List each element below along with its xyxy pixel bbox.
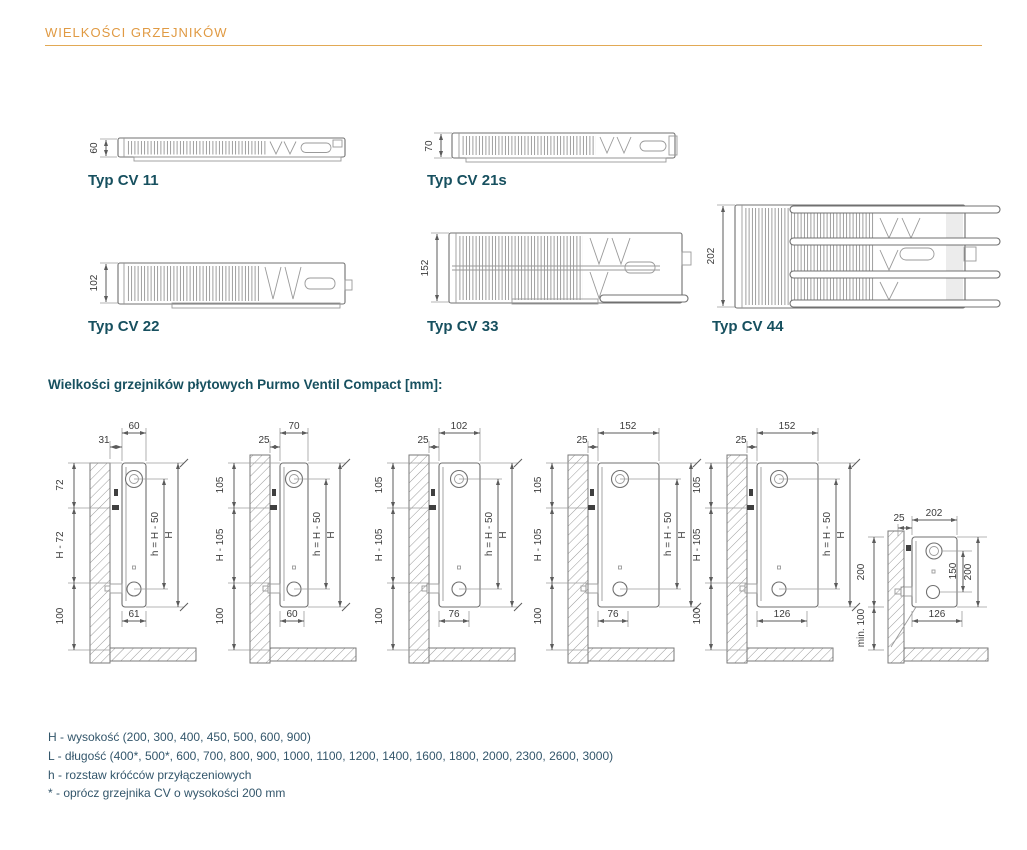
sv4-depth: 152: [619, 421, 637, 432]
sv1-wall-offset: 31: [98, 435, 110, 446]
label-typ-cv22: Typ CV 22: [88, 318, 160, 335]
legend-line-pipe-spacing: h - rozstaw króćców przyłączeniowych: [48, 767, 252, 782]
side-view-cv11: [55, 421, 196, 663]
sv5-dim-top: 105: [692, 476, 703, 494]
corner-wall-offset-dim: 25: [893, 513, 905, 524]
top-view-cv22: [89, 263, 352, 308]
sv1-dim-middle: H - 72: [55, 531, 66, 559]
sv2-wall-offset: 25: [258, 435, 270, 446]
sv1-dim-top: 72: [55, 479, 66, 491]
top-view-cv11: [89, 138, 345, 161]
sv1-dim-bottom: 100: [55, 607, 66, 625]
sv3-bottom-width: 76: [448, 609, 460, 620]
legend-line-height: H - wysokość (200, 300, 400, 450, 500, 600, 900): [48, 730, 311, 744]
sv5-dim-bottom: 100: [692, 607, 703, 625]
corner-bottom-width-dim: 126: [928, 609, 946, 620]
side-view-cv22: [374, 421, 522, 663]
legend: [48, 728, 613, 803]
top-view-cv21s: [424, 133, 677, 162]
side-view-cv21s: [215, 421, 356, 663]
sv2-bottom-width: 60: [286, 609, 298, 620]
sv2-dim-middle: H - 105: [215, 528, 226, 562]
sv2-dim-top: 105: [215, 476, 226, 494]
sv4-bottom-width: 76: [607, 609, 619, 620]
sv5-pipe-spacing: h = H - 50: [822, 511, 833, 557]
cv22-depth-dim: 102: [89, 274, 100, 292]
sv3-wall-offset: 25: [417, 435, 429, 446]
cv21s-depth-dim: 70: [424, 140, 435, 152]
cv11-depth-dim: 60: [89, 142, 100, 154]
sv4-dim-bottom: 100: [533, 607, 544, 625]
sv1-pipe-spacing: h = H - 50: [150, 511, 161, 557]
top-view-cv33: [420, 233, 691, 304]
section-title: Wielkości grzejników płytowych Purmo Ventil Compact [mm]:: [48, 377, 443, 392]
sv3-dim-bottom: 100: [374, 607, 385, 625]
corner-wall-bottom-dim: min. 100: [856, 608, 867, 648]
sv4-wall-offset: 25: [576, 435, 588, 446]
cv33-depth-dim: 152: [420, 259, 431, 277]
side-view-cv44: [692, 421, 860, 663]
sv5-bottom-width: 126: [773, 609, 791, 620]
sv3-height: H: [498, 531, 509, 539]
sv1-height: H: [164, 531, 175, 539]
label-typ-cv33: Typ CV 33: [427, 318, 499, 335]
legend-line-length: L - długość (400*, 500*, 600, 700, 800, 900, 1000, 1100, 1200, 1400, 1600, 1800, 2000, 2300, 2600, 3000): [48, 748, 614, 763]
corner-inner-height-dim: 150: [948, 562, 959, 580]
corner-view-cv44: [856, 508, 988, 663]
sv2-dim-bottom: 100: [215, 607, 226, 625]
label-typ-cv11: Typ CV 11: [88, 172, 159, 189]
sv3-dim-middle: H - 105: [374, 528, 385, 562]
sv3-pipe-spacing: h = H - 50: [484, 511, 495, 557]
cv44-depth-dim: 202: [706, 247, 717, 265]
page-title: WIELKOŚCI GRZEJNIKÓW: [45, 25, 228, 40]
corner-depth-dim: 202: [925, 508, 943, 519]
sv4-pipe-spacing: h = H - 50: [663, 511, 674, 557]
corner-wall-top-dim: 200: [856, 563, 867, 581]
sv5-wall-offset: 25: [735, 435, 747, 446]
legend-line-footnote: * - oprócz grzejnika CV o wysokości 200 mm: [48, 786, 286, 801]
side-view-cv33: [533, 421, 701, 663]
label-typ-cv44: Typ CV 44: [712, 318, 784, 335]
label-typ-cv21s: Typ CV 21s: [427, 172, 507, 189]
sv5-height: H: [836, 531, 847, 539]
sv3-depth: 102: [450, 421, 468, 432]
top-view-cv44: [706, 205, 1000, 308]
sv1-depth: 60: [128, 421, 140, 432]
sv3-dim-top: 105: [374, 476, 385, 494]
sv5-dim-middle: H - 105: [692, 528, 703, 562]
sv4-dim-top: 105: [533, 476, 544, 494]
sv2-depth: 70: [288, 421, 300, 432]
sv5-depth: 152: [778, 421, 796, 432]
sv2-height: H: [326, 531, 337, 539]
corner-outer-height-dim: 200: [963, 563, 974, 581]
sv1-bottom-width: 61: [128, 609, 140, 620]
sv4-dim-middle: H - 105: [533, 528, 544, 562]
sv2-pipe-spacing: h = H - 50: [312, 511, 323, 557]
sv4-height: H: [677, 531, 688, 539]
